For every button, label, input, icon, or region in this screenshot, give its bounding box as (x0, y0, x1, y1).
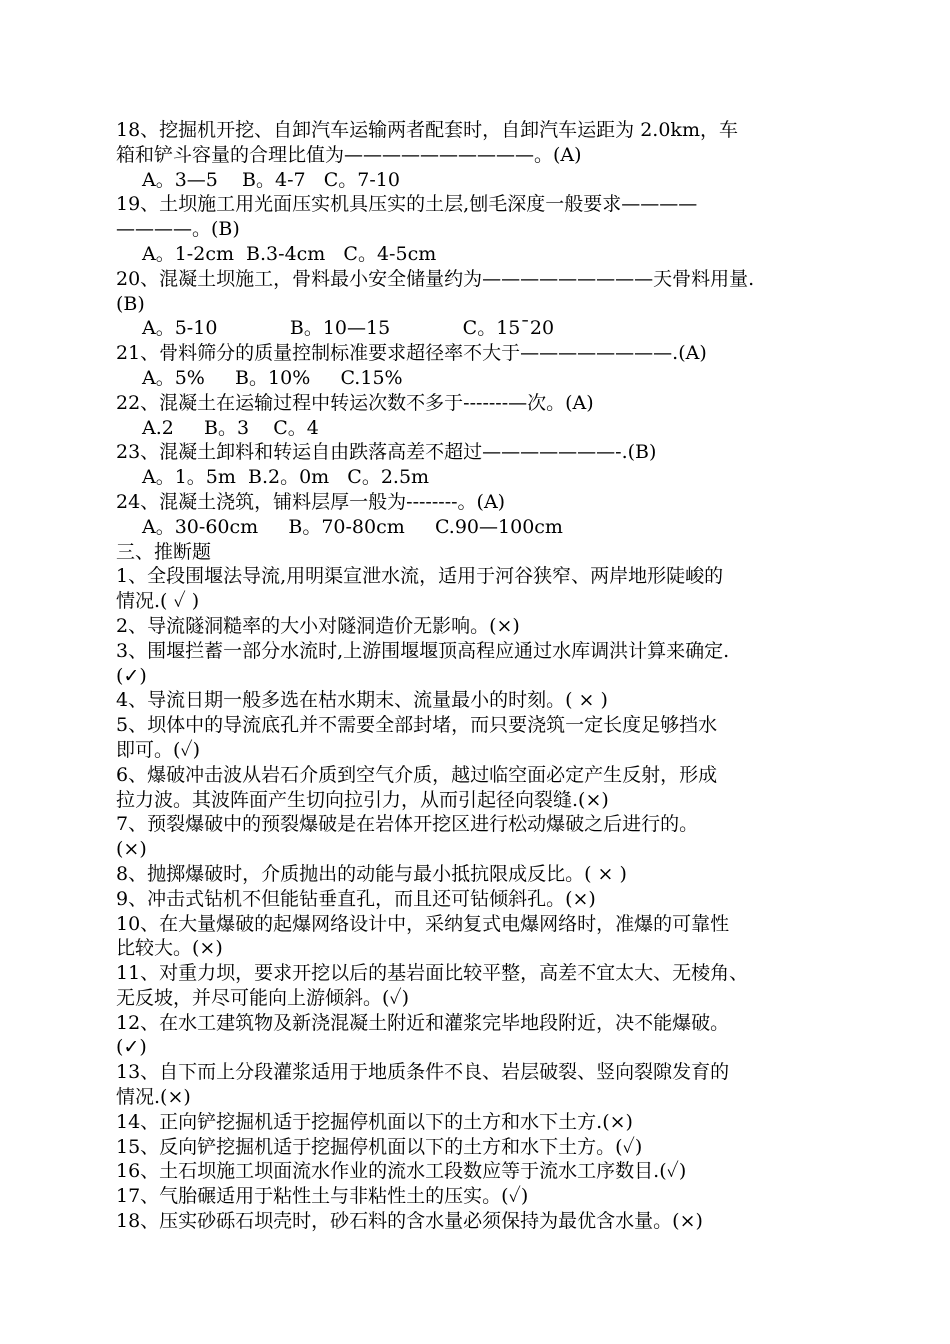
question-text-line: 24、混凝土浇筑，铺料层厚一般为--------。(A) (116, 490, 506, 513)
question-text-line: 拉力波。其波阵面产生切向拉引力，从而引起径向裂缝.(×) (116, 788, 609, 811)
question-text-line: 13、自下而上分段灌浆适用于地质条件不良、岩层破裂、竖向裂隙发育的 (116, 1061, 730, 1084)
question-text-line: (×) (116, 838, 147, 861)
question-text-line: 17、气胎碾适用于粘性土与非粘性土的压实。(✓) (116, 1185, 529, 1208)
question-text-line: 9、冲击式钻机不但能钻垂直孔，而且还可钻倾斜孔。(×) (116, 887, 596, 910)
question-text-line: 15、反向铲挖掘机适于挖掘停机面以下的土方和水下土方。(✓) (116, 1135, 643, 1158)
question-text-line: 22、混凝土在运输过程中转运次数不多于-------—次。(A) (116, 391, 594, 414)
question-text-line: 10、在大量爆破的起爆网络设计中，采纳复式电爆网络时，准爆的可靠性 (116, 912, 730, 935)
question-text-line: (B) (116, 292, 145, 315)
question-text-line: ————。(B) (116, 218, 240, 241)
question-text-line: 情况.(×) (116, 1086, 191, 1109)
question-text-line: 18、挖掘机开挖、自卸汽车运输两者配套时，自卸汽车运距为 2.0km，车 (116, 119, 738, 141)
answer-options-line: A。5-10 B。10—15 C。15¯20 (142, 317, 555, 340)
question-text-line: 即可。(✓) (116, 738, 201, 761)
document-body (116, 118, 846, 1234)
question-text-line: 16、土石坝施工坝面流水作业的流水工段数应等于流水工序数目.(✓) (116, 1160, 687, 1183)
answer-options-line: A。1-2cm B.3-4cm C。4-5cm (142, 242, 437, 265)
question-text-line: 14、正向铲挖掘机适于挖掘停机面以下的土方和水下土方.(×) (116, 1110, 633, 1133)
question-text-line: 比较大。(×) (116, 937, 223, 960)
question-text-line: 19、土坝施工用光面压实机具压实的土层,刨毛深度一般要求———— (116, 193, 698, 216)
question-text-line: 23、混凝土卸料和转运自由跌落高差不超过———————-.(B) (116, 441, 657, 464)
answer-options-line: A.2 B。3 C。4 (142, 416, 319, 439)
question-text-line: 三、推断题 (116, 540, 212, 563)
question-text-line: 11、对重力坝，要求开挖以后的基岩面比较平整，高差不宜太大、无棱角、 (116, 962, 749, 985)
question-text-line: 21、骨料筛分的质量控制标准要求超径率不大于————————.(A) (116, 342, 707, 365)
answer-options-line: A。1。5m B.2。0m C。2.5m (142, 466, 430, 489)
question-text-line: 情况.( ✓ ) (116, 590, 200, 613)
question-text-line: 6、爆破冲击波从岩石介质到空气介质，越过临空面必定产生反射，形成 (116, 763, 718, 786)
question-text-line: (✓) (116, 664, 147, 687)
question-text-line: 8、抛掷爆破时，介质抛出的动能与最小抵抗限成反比。( × ) (116, 862, 627, 885)
question-text-line: 20、混凝土坝施工，骨料最小安全储量约为—————————天骨料用量. (116, 267, 755, 290)
question-text-line: 箱和铲斗容量的合理比值为——————————。(A) (116, 143, 582, 166)
question-text-line: 3、围堰拦蓄一部分水流时,上游围堰堰顶高程应通过水库调洪计算来确定. (116, 639, 730, 662)
question-text-line: 5、坝体中的导流底孔并不需要全部封堵，而只要浇筑一定长度足够挡水 (116, 714, 718, 737)
question-text-line: 4、导流日期一般多选在枯水期末、流量最小的时刻。( × ) (116, 689, 608, 712)
answer-options-line: A。5% B。10% C.15% (142, 366, 403, 389)
question-text-line: 7、预裂爆破中的预裂爆破是在岩体开挖区进行松动爆破之后进行的。 (116, 813, 699, 836)
question-text-line: 2、导流隧洞糙率的大小对隧洞造价无影响。(×) (116, 614, 520, 637)
question-text-line: 无反坡，并尽可能向上游倾斜。(✓) (116, 986, 410, 1009)
question-text-line: 18、压实砂砾石坝壳时，砂石料的含水量必须保持为最优含水量。(×) (116, 1210, 703, 1233)
question-text-line: (✓) (116, 1036, 147, 1059)
question-text-line: 1、全段围堰法导流,用明渠宣泄水流，适用于河谷狭窄、两岸地形陡峻的 (116, 565, 724, 588)
question-text-line: 12、在水工建筑物及新浇混凝土附近和灌浆完毕地段附近，决不能爆破。 (116, 1011, 730, 1034)
answer-options-line: A。3—5 B。4-7 C。7-10 (142, 168, 400, 191)
answer-options-line: A。30-60cm B。70-80cm C.90—100cm (142, 515, 563, 538)
